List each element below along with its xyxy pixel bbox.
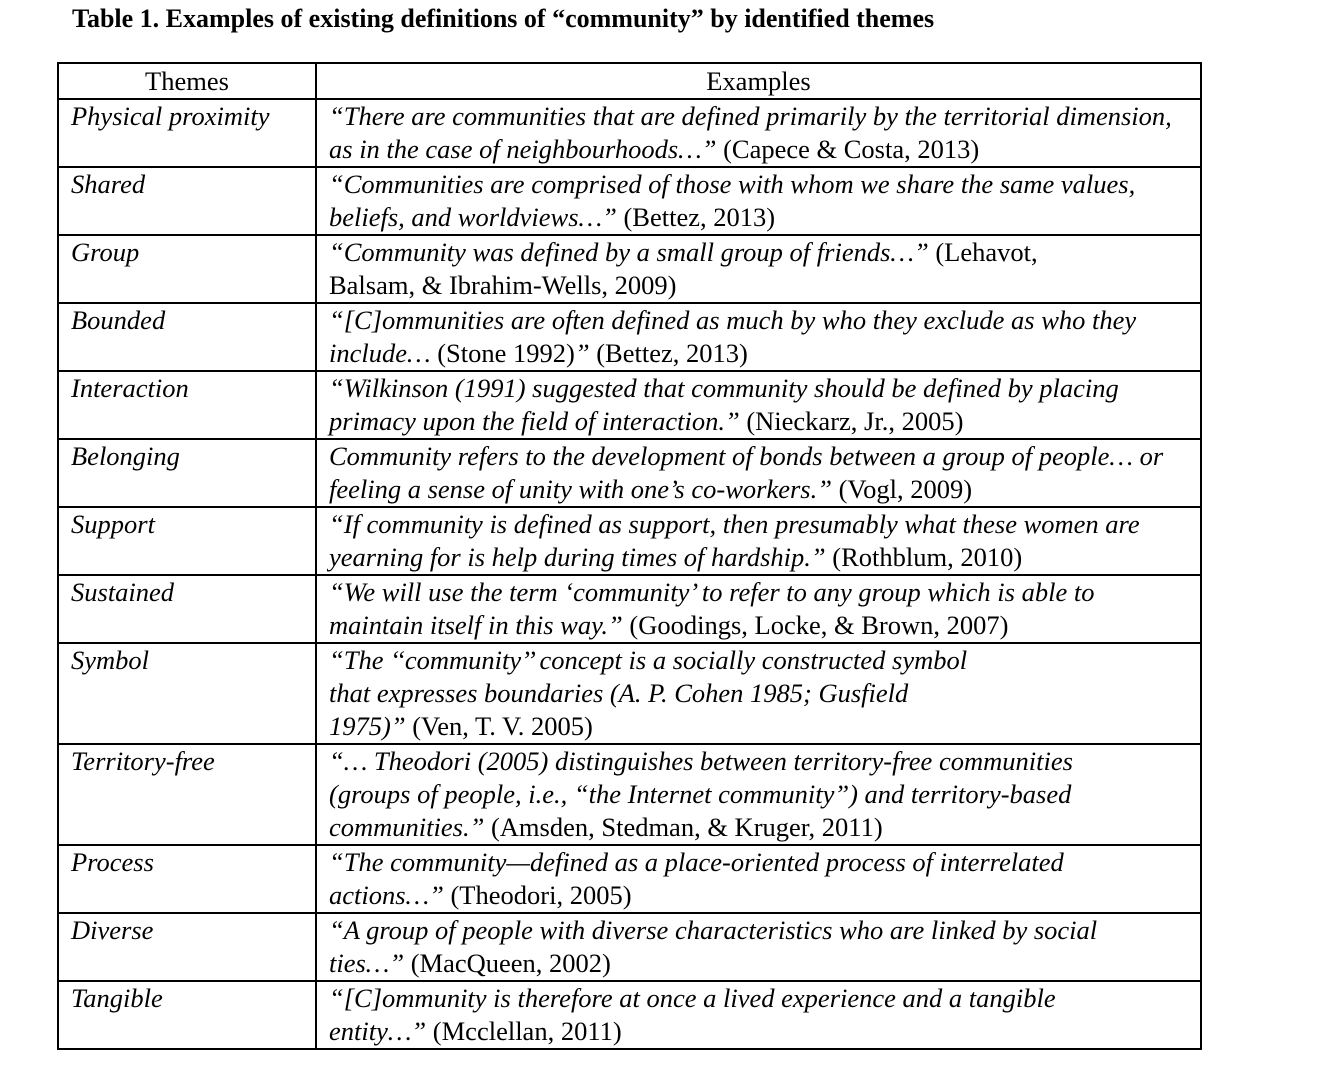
example-quote: “[C]ommunity is therefore at once a lived experience and a tangible entity…”	[329, 983, 1056, 1046]
example-cell	[316, 507, 1201, 575]
example-citation: (Nieckarz, Jr., 2005)	[739, 406, 964, 436]
table-row	[58, 981, 1201, 1049]
table-header-row	[58, 63, 1201, 99]
table-row	[58, 913, 1201, 981]
table-row	[58, 167, 1201, 235]
example-cell	[316, 99, 1201, 167]
table-row	[58, 507, 1201, 575]
table-row	[58, 235, 1201, 303]
example-citation: (Goodings, Locke, & Brown, 2007)	[622, 610, 1009, 640]
examples-header: Examples	[316, 63, 1201, 99]
example-quote: “Communities are comprised of those with whom we share the same values, beliefs, and worldviews…”	[329, 169, 1136, 232]
example-citation: (Vogl, 2009)	[831, 474, 973, 504]
example-cell	[316, 845, 1201, 913]
table-row	[58, 744, 1201, 845]
table-row	[58, 575, 1201, 643]
example-quote: “If community is defined as support, then presumably what these women are yearning for is help during times of hardship.”	[329, 509, 1140, 572]
table-row	[58, 439, 1201, 507]
example-cell	[316, 303, 1201, 371]
table-row	[58, 99, 1201, 167]
example-cell	[316, 439, 1201, 507]
table-row	[58, 845, 1201, 913]
example-quote: Community refers to the development of bonds between a group of people… or feeling a sense of unity with one’s co-workers.”	[329, 441, 1164, 504]
theme-cell: Diverse	[58, 913, 316, 981]
themes-header: Themes	[58, 63, 316, 99]
example-quote: “… Theodori (2005) distinguishes between territory-free communities (groups of people, i.e., “the Internet community”) and territory-based communities.”	[329, 746, 1073, 842]
example-cell	[316, 643, 1201, 744]
example-quote: “The ‘‘community’’ concept is a socially constructed symbol that expresses boundaries (A. P. Cohen 1985; Gusfield 1975)”	[329, 645, 968, 741]
example-citation-secondary: (Bettez, 2013)	[589, 338, 748, 368]
example-quote: “A group of people with diverse characteristics who are linked by social ties…”	[329, 915, 1098, 978]
example-quote: “[C]ommunities are often defined as much by who they exclude as who they include…	[329, 305, 1137, 368]
theme-cell: Physical proximity	[58, 99, 316, 167]
example-cell	[316, 575, 1201, 643]
example-citation: (Ven, T. V. 2005)	[405, 711, 593, 741]
theme-cell: Shared	[58, 167, 316, 235]
example-cell	[316, 913, 1201, 981]
example-citation: (Mcclellan, 2011)	[426, 1016, 622, 1046]
table-row	[58, 371, 1201, 439]
example-citation: (Amsden, Stedman, & Kruger, 2011)	[484, 812, 883, 842]
example-quote: “Community was defined by a small group of friends…”	[329, 237, 929, 267]
table-row	[58, 303, 1201, 371]
example-citation: (Capece & Costa, 2013)	[716, 134, 980, 164]
example-citation: (Rothblum, 2010)	[825, 542, 1023, 572]
example-cell	[316, 235, 1201, 303]
theme-cell: Symbol	[58, 643, 316, 744]
table-caption: Table 1. Examples of existing definitions of “community” by identified themes	[72, 4, 935, 33]
example-citation: (Stone 1992)	[430, 338, 575, 368]
example-citation: (MacQueen, 2002)	[404, 948, 611, 978]
example-quote-close: ”	[574, 338, 590, 368]
example-cell	[316, 744, 1201, 845]
example-quote: “The community—defined as a place-oriented process of interrelated actions…”	[329, 847, 1064, 910]
theme-cell: Territory-free	[58, 744, 316, 845]
theme-cell: Interaction	[58, 371, 316, 439]
example-cell	[316, 371, 1201, 439]
example-quote: “Wilkinson (1991) suggested that community should be defined by placing primacy upon the field of interaction.”	[329, 373, 1119, 436]
theme-cell: Support	[58, 507, 316, 575]
example-cell	[316, 981, 1201, 1049]
table-row	[58, 643, 1201, 744]
definitions-table	[57, 62, 1202, 1050]
example-cell	[316, 167, 1201, 235]
theme-cell: Belonging	[58, 439, 316, 507]
example-citation: (Theodori, 2005)	[443, 880, 632, 910]
example-citation: (Lehavot, Balsam, & Ibrahim-Wells, 2009)	[329, 237, 1038, 300]
example-quote: “There are communities that are defined primarily by the territorial dimension, as in the case of neighbourhoods…”	[329, 101, 1172, 164]
theme-cell: Tangible	[58, 981, 316, 1049]
theme-cell: Bounded	[58, 303, 316, 371]
example-citation: (Bettez, 2013)	[616, 202, 776, 232]
theme-cell: Process	[58, 845, 316, 913]
theme-cell: Sustained	[58, 575, 316, 643]
example-quote: “We will use the term ‘community’ to refer to any group which is able to maintain itself in this way.”	[329, 577, 1095, 640]
theme-cell: Group	[58, 235, 316, 303]
